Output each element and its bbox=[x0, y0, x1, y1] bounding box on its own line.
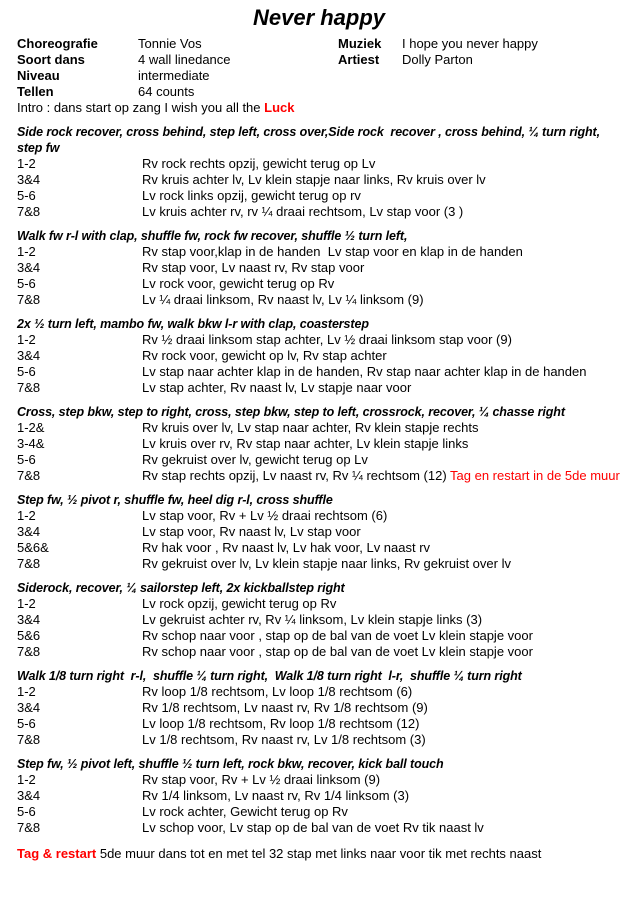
step-row bbox=[17, 820, 621, 836]
info-row bbox=[17, 52, 621, 68]
step-text: Rv rock voor, gewicht op lv, Rv stap achter bbox=[142, 348, 387, 363]
restart-note: Tag en restart in de 5de muur bbox=[450, 468, 620, 483]
step-description bbox=[142, 468, 621, 484]
step-row bbox=[17, 276, 621, 292]
count-label: 3&4 bbox=[17, 788, 41, 803]
step-text: Lv stap voor, Rv + Lv ½ draai rechtsom (6) bbox=[142, 508, 388, 523]
step-text: Rv kruis over lv, Lv stap naar achter, Rv klein stapje rechts bbox=[142, 420, 479, 435]
step-row bbox=[17, 332, 621, 348]
step-description bbox=[142, 508, 621, 524]
step-text: Rv 1/4 linksom, Lv naast rv, Rv 1/4 linksom (3) bbox=[142, 788, 410, 803]
step-description bbox=[142, 644, 621, 660]
info-value-niveau: intermediate bbox=[138, 68, 210, 83]
step-text: Lv stap achter, Rv naast lv, Lv stapje naar voor bbox=[142, 380, 412, 395]
step-row bbox=[17, 772, 621, 788]
section-heading: Step fw, ½ pivot left, shuffle ½ turn left, rock bkw, recover, kick ball touch bbox=[17, 757, 444, 771]
step-description bbox=[142, 452, 621, 468]
section-heading: Walk 1/8 turn right r-l, shuffle ¼ turn right, Walk 1/8 turn right l-r, shuffle ¼ turn right bbox=[17, 669, 522, 683]
step-row bbox=[17, 260, 621, 276]
intro-highlight: Luck bbox=[264, 100, 295, 115]
info-label-choreografie: Choreografie bbox=[17, 36, 98, 51]
step-description bbox=[142, 820, 621, 836]
step-description bbox=[142, 524, 621, 540]
count-label: 7&8 bbox=[17, 556, 41, 571]
count-label: 1-2 bbox=[17, 156, 36, 171]
step-text: Rv stap voor, Rv + Lv ½ draai linksom (9) bbox=[142, 772, 381, 787]
step-row bbox=[17, 436, 621, 452]
info-value-choreografie: Tonnie Vos bbox=[138, 36, 202, 51]
step-description bbox=[142, 436, 621, 452]
step-text: Lv schop voor, Lv stap op de bal van de voet Rv tik naast lv bbox=[142, 820, 484, 835]
step-row bbox=[17, 364, 621, 380]
step-text: Rv hak voor , Rv naast lv, Lv hak voor, Lv naast rv bbox=[142, 540, 431, 555]
step-text: Rv kruis achter lv, Lv klein stapje naar links, Rv kruis over lv bbox=[142, 172, 486, 187]
step-row bbox=[17, 612, 621, 628]
step-row bbox=[17, 468, 621, 484]
step-description bbox=[142, 204, 621, 220]
count-label: 7&8 bbox=[17, 204, 41, 219]
step-row bbox=[17, 788, 621, 804]
count-label: 7&8 bbox=[17, 820, 41, 835]
step-description bbox=[142, 804, 621, 820]
count-label: 3&4 bbox=[17, 348, 41, 363]
info-value-muziek: I hope you never happy bbox=[402, 36, 538, 51]
dance-section bbox=[17, 492, 621, 572]
step-row bbox=[17, 716, 621, 732]
step-text: Lv loop 1/8 rechtsom, Rv loop 1/8 rechtsom (12) bbox=[142, 716, 420, 731]
tag-restart-label: Tag & restart bbox=[17, 846, 97, 861]
info-label-muziek: Muziek bbox=[338, 36, 382, 51]
count-label: 5-6 bbox=[17, 276, 36, 291]
info-label-tellen: Tellen bbox=[17, 84, 54, 99]
step-text: Rv stap rechts opzij, Lv naast rv, Rv ¼ rechtsom (12) bbox=[142, 468, 451, 483]
step-row bbox=[17, 556, 621, 572]
step-row bbox=[17, 684, 621, 700]
page-title: Never happy bbox=[252, 5, 386, 30]
step-text: Lv rock links opzij, gewicht terug op rv bbox=[142, 188, 361, 203]
step-row bbox=[17, 508, 621, 524]
step-text: Rv gekruist over lv, Lv klein stapje naar links, Rv gekruist over lv bbox=[142, 556, 511, 571]
step-text: Rv schop naar voor , stap op de bal van de voet Lv klein stapje voor bbox=[142, 644, 533, 659]
count-label: 7&8 bbox=[17, 468, 41, 483]
step-text: Lv stap naar achter klap in de handen, Rv stap naar achter klap in de handen bbox=[142, 364, 587, 379]
step-description bbox=[142, 596, 621, 612]
section-heading: Step fw, ½ pivot r, shuffle fw, heel dig r-l, cross shuffle bbox=[17, 493, 333, 507]
step-description bbox=[142, 788, 621, 804]
step-description bbox=[142, 612, 621, 628]
count-label: 1-2 bbox=[17, 508, 36, 523]
count-label: 7&8 bbox=[17, 380, 41, 395]
step-row bbox=[17, 188, 621, 204]
step-text: Lv kruis over rv, Rv stap naar achter, Lv klein stapje links bbox=[142, 436, 469, 451]
step-description bbox=[142, 556, 621, 572]
step-description bbox=[142, 348, 621, 364]
intro-text: Intro : dans start op zang I wish you all the bbox=[17, 100, 265, 115]
step-row bbox=[17, 524, 621, 540]
count-label: 1-2& bbox=[17, 420, 45, 435]
dance-section bbox=[17, 668, 621, 748]
count-label: 5-6 bbox=[17, 188, 36, 203]
step-text: Lv 1/8 rechtsom, Rv naast rv, Lv 1/8 rechtsom (3) bbox=[142, 732, 426, 747]
count-label: 3&4 bbox=[17, 172, 41, 187]
step-text: Rv loop 1/8 rechtsom, Lv loop 1/8 rechtsom (6) bbox=[142, 684, 413, 699]
section-heading: Cross, step bkw, step to right, cross, step bkw, step to left, crossrock, recover, ¼ chasse right bbox=[17, 405, 565, 419]
step-text: Lv rock achter, Gewicht terug op Rv bbox=[142, 804, 348, 819]
info-label-niveau: Niveau bbox=[17, 68, 60, 83]
step-description bbox=[142, 156, 621, 172]
dance-section bbox=[17, 756, 621, 836]
step-description bbox=[142, 260, 621, 276]
step-description bbox=[142, 732, 621, 748]
step-description bbox=[142, 700, 621, 716]
tag-restart-text: 5de muur dans tot en met tel 32 stap met links naar voor tik met rechts naast bbox=[96, 846, 542, 861]
count-label: 3-4& bbox=[17, 436, 45, 451]
step-row bbox=[17, 596, 621, 612]
section-heading: 2x ½ turn left, mambo fw, walk bkw l-r with clap, coasterstep bbox=[17, 317, 369, 331]
step-row bbox=[17, 700, 621, 716]
footer-note bbox=[17, 846, 621, 862]
step-row bbox=[17, 732, 621, 748]
section-heading: Siderock, recover, ¼ sailorstep left, 2x kickballstep right bbox=[17, 581, 345, 595]
count-label: 5-6 bbox=[17, 804, 36, 819]
step-description bbox=[142, 772, 621, 788]
count-label: 5-6 bbox=[17, 716, 36, 731]
step-text: Lv rock opzij, gewicht terug op Rv bbox=[142, 596, 337, 611]
step-description bbox=[142, 540, 621, 556]
step-text: Rv schop naar voor , stap op de bal van de voet Lv klein stapje voor bbox=[142, 628, 533, 643]
step-row bbox=[17, 348, 621, 364]
info-row bbox=[17, 68, 621, 84]
count-label: 1-2 bbox=[17, 332, 36, 347]
count-label: 3&4 bbox=[17, 260, 41, 275]
count-label: 5-6 bbox=[17, 364, 36, 379]
dance-section bbox=[17, 124, 621, 220]
step-description bbox=[142, 292, 621, 308]
count-label: 1-2 bbox=[17, 596, 36, 611]
step-text: Lv kruis achter rv, rv ¼ draai rechtsom, Lv stap voor (3 ) bbox=[142, 204, 464, 219]
step-description bbox=[142, 172, 621, 188]
step-text: Rv rock rechts opzij, gewicht terug op Lv bbox=[142, 156, 376, 171]
step-text: Lv gekruist achter rv, Rv ¼ linksom, Lv klein stapje links (3) bbox=[142, 612, 483, 627]
step-description bbox=[142, 276, 621, 292]
sections bbox=[17, 124, 621, 836]
info-row bbox=[17, 84, 621, 100]
count-label: 7&8 bbox=[17, 732, 41, 747]
step-text: Lv rock voor, gewicht terug op Rv bbox=[142, 276, 335, 291]
step-row bbox=[17, 292, 621, 308]
intro-line bbox=[17, 100, 621, 116]
step-row bbox=[17, 244, 621, 260]
step-description bbox=[142, 716, 621, 732]
info-row bbox=[17, 36, 621, 52]
step-text: Lv ¼ draai linksom, Rv naast lv, Lv ¼ linksom (9) bbox=[142, 292, 424, 307]
info-label-artiest: Artiest bbox=[338, 52, 380, 67]
count-label: 1-2 bbox=[17, 684, 36, 699]
step-text: Rv ½ draai linksom stap achter, Lv ½ draai linksom stap voor (9) bbox=[142, 332, 512, 347]
count-label: 3&4 bbox=[17, 524, 41, 539]
step-description bbox=[142, 332, 621, 348]
count-label: 1-2 bbox=[17, 244, 36, 259]
step-row bbox=[17, 628, 621, 644]
step-description bbox=[142, 684, 621, 700]
step-row bbox=[17, 804, 621, 820]
dance-section bbox=[17, 404, 621, 484]
step-description bbox=[142, 188, 621, 204]
step-row bbox=[17, 540, 621, 556]
step-description bbox=[142, 380, 621, 396]
step-row bbox=[17, 452, 621, 468]
step-row bbox=[17, 172, 621, 188]
info-value-tellen: 64 counts bbox=[138, 84, 195, 99]
info-label-soort-dans: Soort dans bbox=[17, 52, 85, 67]
step-row bbox=[17, 380, 621, 396]
step-text: Rv 1/8 rechtsom, Lv naast rv, Rv 1/8 rechtsom (9) bbox=[142, 700, 428, 715]
info-value-soort-dans: 4 wall linedance bbox=[138, 52, 231, 67]
step-description bbox=[142, 244, 621, 260]
count-label: 3&4 bbox=[17, 612, 41, 627]
section-heading: Side rock recover, cross behind, step left, cross over,Side rock recover , cross behind, ¼ turn right, step fw bbox=[17, 125, 604, 155]
count-label: 5&6& bbox=[17, 540, 49, 555]
count-label: 7&8 bbox=[17, 644, 41, 659]
dance-section bbox=[17, 228, 621, 308]
dance-section bbox=[17, 580, 621, 660]
count-label: 5&6 bbox=[17, 628, 41, 643]
step-description bbox=[142, 628, 621, 644]
count-label: 1-2 bbox=[17, 772, 36, 787]
count-label: 7&8 bbox=[17, 292, 41, 307]
info-table bbox=[17, 36, 621, 100]
step-description bbox=[142, 420, 621, 436]
info-value-artiest: Dolly Parton bbox=[402, 52, 473, 67]
count-label: 3&4 bbox=[17, 700, 41, 715]
section-heading: Walk fw r-l with clap, shuffle fw, rock fw recover, shuffle ½ turn left, bbox=[17, 229, 408, 243]
dance-section bbox=[17, 316, 621, 396]
step-description bbox=[142, 364, 621, 380]
step-row bbox=[17, 644, 621, 660]
step-text: Rv gekruist over lv, gewicht terug op Lv bbox=[142, 452, 368, 467]
step-text: Lv stap voor, Rv naast lv, Lv stap voor bbox=[142, 524, 361, 539]
step-row bbox=[17, 420, 621, 436]
step-row bbox=[17, 156, 621, 172]
step-row bbox=[17, 204, 621, 220]
count-label: 5-6 bbox=[17, 452, 36, 467]
step-text: Rv stap voor,klap in de handen Lv stap voor en klap in de handen bbox=[142, 244, 523, 259]
step-text: Rv stap voor, Lv naast rv, Rv stap voor bbox=[142, 260, 365, 275]
